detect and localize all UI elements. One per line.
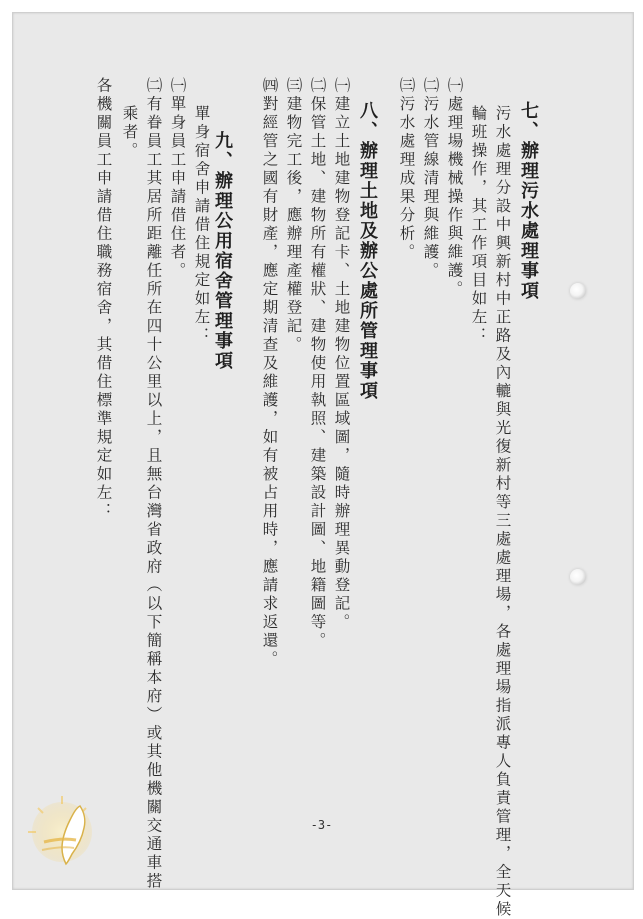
section-8-line-4: ㈣對經管之國有財產，應定期清查及維護，如有被占用時，應請求返還。 [260, 77, 279, 669]
section-7-line-3: ㈠處理場機械操作與維護。 [445, 77, 464, 299]
section-8-heading: 八、辦理土地及辦公處所管理事項 [357, 101, 378, 401]
section-8-line-1: ㈠建立土地建物登記卡、土地建物位置區域圖，隨時辦理異動登記。 [332, 77, 351, 632]
section-8-line-3: ㈢建物完工後，應辦理產權登記。 [284, 77, 303, 355]
section-9-heading: 九、辦理公用宿舍管理事項 [212, 131, 233, 371]
punch-hole-icon [570, 283, 586, 299]
section-7-line-2: 輪班操作，其工作項目如左： [469, 105, 488, 346]
document-page [12, 12, 634, 919]
section-7-line-5: ㈢污水處理成果分析。 [397, 77, 416, 262]
section-7-line-4: ㈡污水管線清理與維護。 [421, 77, 440, 281]
section-8-line-2: ㈡保管土地、建物所有權狀、建物使用執照、建築設計圖、地籍圖等。 [308, 77, 327, 651]
section-9-line-3: ㈡有眷員工其居所距離任所在四十公里以上，且無台灣省政府（以下簡稱本府）或其他機關交通車搭 [144, 77, 163, 891]
section-7-line-1: 污水處理分設中興新村中正路及內轆與光復新村等三處處理場，各處理場指派專人負責管理，全天候 [493, 105, 512, 919]
page-number: -3- [310, 818, 333, 832]
section-9-line-2: ㈠單身員工申請借住者。 [168, 77, 187, 281]
section-9-line-5: 各機關員工申請借住職務宿舍，其借住標準規定如左： [94, 77, 113, 521]
section-7-heading: 七、辦理污水處理事項 [518, 101, 539, 301]
section-9-line-1: 單身宿舍申請借住規定如左： [192, 105, 211, 346]
taiwan-province-logo-icon [24, 788, 108, 872]
section-9-line-4: 乘者。 [120, 105, 139, 161]
punch-hole-icon [570, 569, 586, 585]
